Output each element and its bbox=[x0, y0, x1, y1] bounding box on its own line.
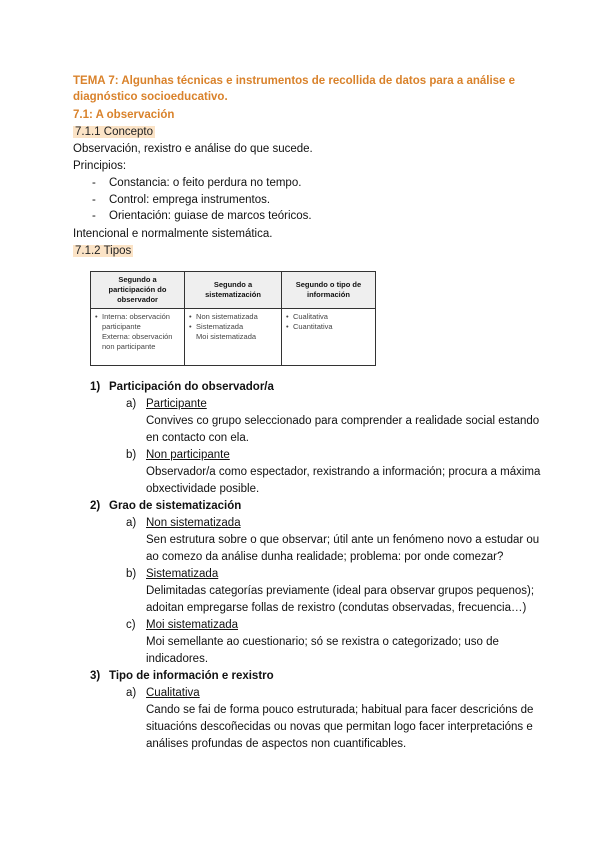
table-header-participation: Segundo a participación do observador bbox=[91, 272, 185, 309]
subitem-title: Non participante bbox=[146, 449, 230, 461]
list-item: • Interna: observación participante bbox=[95, 312, 180, 332]
item-title: Grao de sistematización bbox=[109, 500, 242, 512]
list-item: • Non sistematizada bbox=[189, 312, 277, 322]
list-item: • Cuantitativa bbox=[286, 322, 371, 332]
intentional-text: Intencional e normalmente sistemática. bbox=[73, 228, 273, 240]
title-line-1: TEMA 7: Algunhas técnicas e instrumentos de recollida de datos para a análise e bbox=[73, 75, 516, 87]
table-row bbox=[91, 309, 376, 366]
table-cell bbox=[185, 309, 282, 366]
heading-highlight: 7.1.1 Concepto bbox=[75, 126, 154, 138]
principles-label: Principios: bbox=[73, 160, 127, 172]
list-item: Externa: observación non participante bbox=[102, 332, 173, 351]
subitem-title: Non sistematizada bbox=[146, 517, 241, 529]
principle-item: Control: emprega instrumentos. bbox=[109, 194, 271, 206]
list-item: Moi sistematizada bbox=[196, 332, 257, 341]
dash-bullet: - bbox=[92, 177, 96, 189]
table-cell bbox=[91, 309, 185, 366]
table-cell bbox=[281, 309, 375, 366]
subitem-text: Delimitadas categorías previamente (ideal para observar grupos pequenos); bbox=[146, 585, 535, 597]
subitem-text: ao comezo da análise dunha realidade; problema: por onde comezar? bbox=[146, 551, 504, 563]
list-item: • Sistematizada bbox=[189, 322, 277, 332]
subitem-title: Sistematizada bbox=[146, 568, 219, 580]
table-header-row bbox=[91, 272, 376, 309]
subitem-text: Cando se fai de forma pouco estruturada; habitual para facer descricións de bbox=[146, 704, 534, 716]
subitem-text: indicadores. bbox=[146, 653, 209, 665]
item-number: 1) bbox=[90, 381, 101, 393]
subitem-text: Observador/a como espectador, rexistrando a información; procura a máxima bbox=[146, 466, 541, 478]
section-heading-7-1-1 bbox=[73, 124, 155, 140]
item-number: 3) bbox=[90, 670, 101, 682]
subitem-label: b) bbox=[126, 449, 137, 461]
subitem-label: c) bbox=[126, 619, 136, 631]
subitem-label: a) bbox=[126, 398, 137, 410]
heading-highlight: 7.1.2 Tipos bbox=[75, 245, 132, 257]
subitem-text: Convives co grupo seleccionado para comprender a realidade social estando bbox=[146, 415, 540, 427]
subitem-label: a) bbox=[126, 517, 137, 529]
subitem-text: Sen estrutura sobre o que observar; útil ante un fenómeno novo a estudar ou bbox=[146, 534, 540, 546]
subitem-text: situacións descoñecidas ou novas que permitan logo facer interpretacións e bbox=[146, 721, 533, 733]
item-title: Tipo de información e rexistro bbox=[109, 670, 274, 682]
item-title: Participación do observador/a bbox=[109, 381, 274, 393]
subitem-title: Moi sistematizada bbox=[146, 619, 239, 631]
subitem-title: Cualitativa bbox=[146, 687, 200, 699]
table-header-information: Segundo o tipo de información bbox=[281, 272, 375, 309]
concept-text: Observación, rexistro e análise do que sucede. bbox=[73, 143, 313, 155]
subitem-text: en contacto con ela. bbox=[146, 432, 249, 444]
section-heading-7-1-2 bbox=[73, 243, 133, 259]
subitem-label: b) bbox=[126, 568, 137, 580]
subitem-text: Moi semellante ao cuestionario; só se rexistra o categorizado; uso de bbox=[146, 636, 499, 648]
dash-bullet: - bbox=[92, 210, 96, 222]
principle-item: Constancia: o feito perdura no tempo. bbox=[109, 177, 302, 189]
subitem-label: a) bbox=[126, 687, 137, 699]
subitem-text: adoitan empregarse follas de rexistro (condutas observadas, frecuencia…) bbox=[146, 602, 527, 614]
item-number: 2) bbox=[90, 500, 101, 512]
section-heading-7-1: 7.1: A observación bbox=[73, 109, 175, 121]
dash-bullet: - bbox=[92, 194, 96, 206]
types-table bbox=[90, 271, 376, 366]
subitem-title: Participante bbox=[146, 398, 207, 410]
title-line-2: diagnóstico socioeducativo. bbox=[73, 91, 228, 103]
list-item: • Cualitativa bbox=[286, 312, 371, 322]
subitem-text: obxectividade posible. bbox=[146, 483, 260, 495]
subitem-text: análises profundas de aspectos non cuantificables. bbox=[146, 738, 407, 750]
table-header-systematization: Segundo a sistematización bbox=[185, 272, 282, 309]
principle-item: Orientación: guiase de marcos teóricos. bbox=[109, 210, 312, 222]
